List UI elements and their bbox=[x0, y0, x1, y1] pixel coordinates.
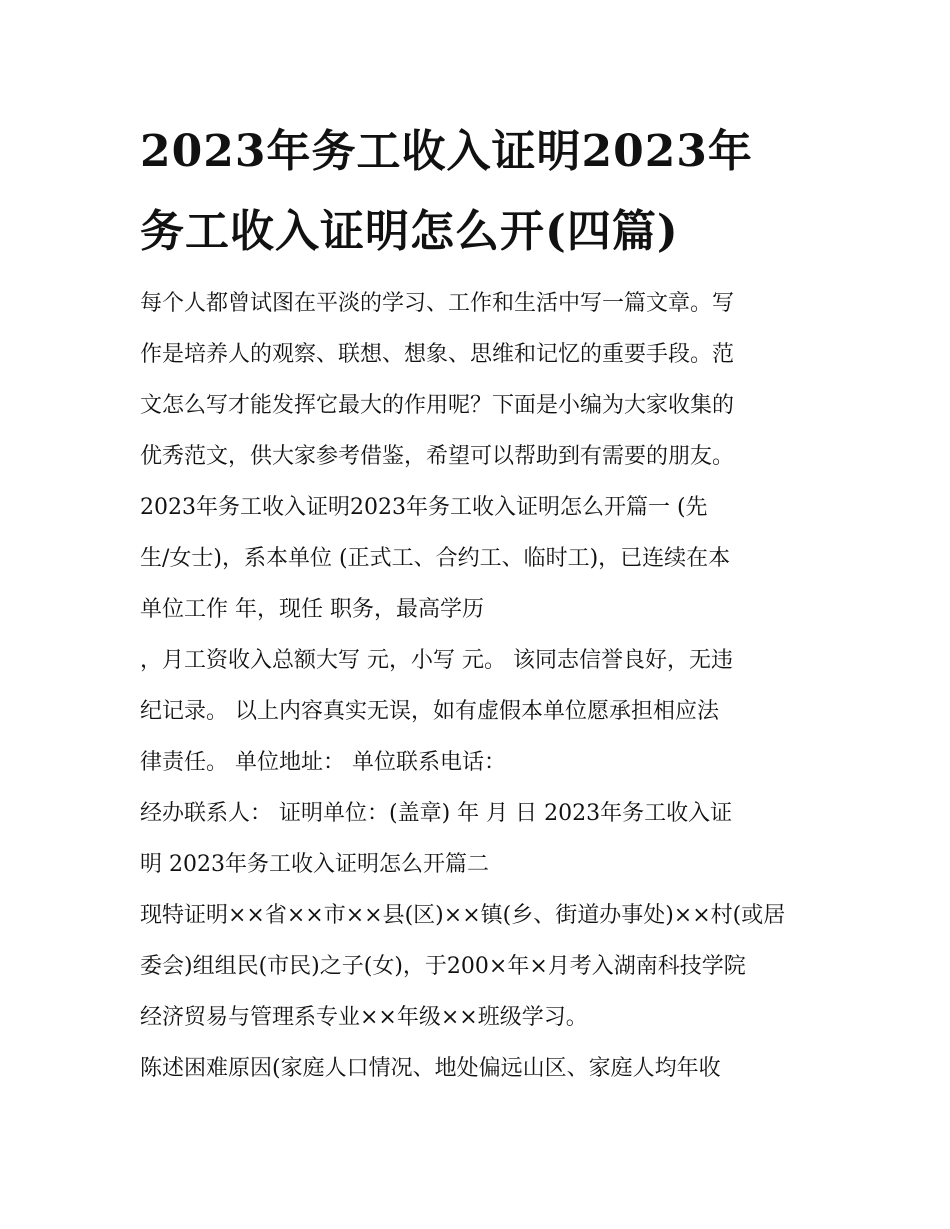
title-line-2: 务工收入证明怎么开(四篇) bbox=[140, 206, 679, 257]
body-line: ，月工资收入总额大写 元，小写 元。 该同志信誉良好，无违 bbox=[140, 648, 733, 673]
body-line: 作是培养人的观察、联想、想象、思维和记忆的重要手段。范 bbox=[140, 342, 735, 367]
body-line: 现特证明××省××市××县(区)××镇(乡、街道办事处)××村(或居 bbox=[140, 903, 786, 928]
body-line: 律责任。 单位地址： 单位联系电话： bbox=[140, 750, 506, 775]
body-line: 2023年务工收入证明2023年务工收入证明怎么开篇一 (先 bbox=[140, 495, 708, 520]
body-line: 经济贸易与管理系专业××年级××班级学习。 bbox=[140, 1005, 588, 1030]
body-line: 生/女士)，系本单位 (正式工、合约工、临时工)，已连续在本 bbox=[140, 546, 731, 571]
document-page bbox=[140, 112, 820, 1094]
document-title bbox=[140, 112, 820, 272]
body-line: 优秀范文，供大家参考借鉴，希望可以帮助到有需要的朋友。 bbox=[140, 444, 735, 469]
body-line: 委会)组组民(市民)之子(女)，于200×年×月考入湖南科技学院 bbox=[140, 954, 746, 979]
document-body bbox=[140, 278, 820, 1094]
body-line: 纪记录。 以上内容真实无误，如有虚假本单位愿承担相应法 bbox=[140, 699, 719, 724]
body-line: 单位工作 年，现任 职务，最高学历 bbox=[140, 597, 484, 622]
title-line-1: 2023年务工收入证明2023年 bbox=[140, 126, 753, 177]
body-line: 每个人都曾试图在平淡的学习、工作和生活中写一篇文章。写 bbox=[140, 291, 735, 316]
body-line: 陈述困难原因(家庭人口情况、地处偏远山区、家庭人均年收 bbox=[140, 1056, 721, 1081]
body-line: 明 2023年务工收入证明怎么开篇二 bbox=[140, 852, 489, 877]
body-line: 文怎么写才能发挥它最大的作用呢？下面是小编为大家收集的 bbox=[140, 393, 735, 418]
body-line: 经办联系人： 证明单位：(盖章) 年 月 日 2023年务工收入证 bbox=[140, 801, 733, 826]
